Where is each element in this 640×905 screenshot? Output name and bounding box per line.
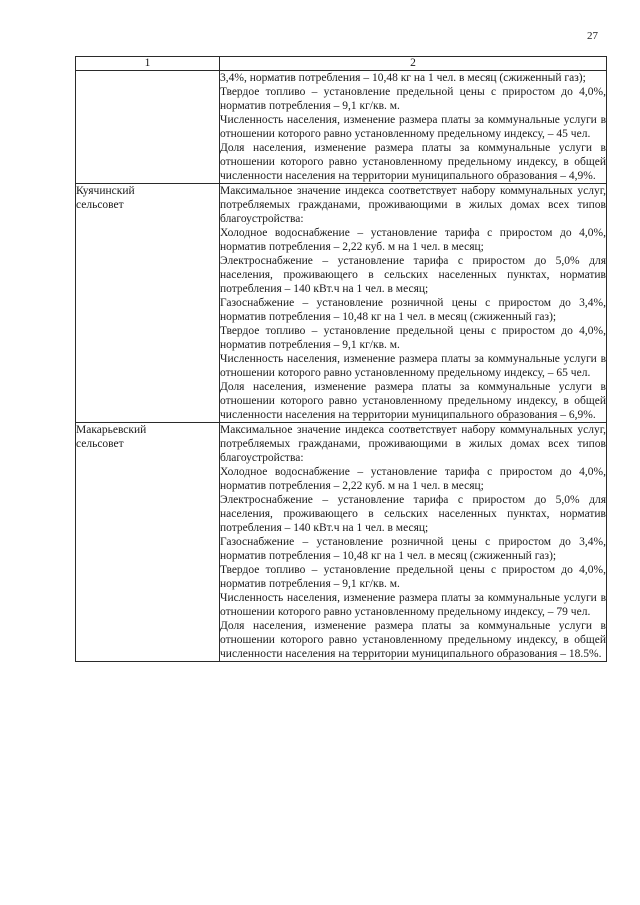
municipality-cell	[76, 184, 220, 423]
paragraph: Газоснабжение – установление розничной цены с приростом до 3,4%, норматив потребления – 10,48 кг на 1 чел. в месяц (сжиженный газ);	[220, 297, 606, 323]
paragraph: Доля населения, изменение размера платы за коммунальные услуги в отношении которого равно установленному предельному индексу, в общей численности населения на территории муниципального образования – 18.5%.	[220, 620, 606, 660]
paragraph: Максимальное значение индекса соответствует набору коммунальных услуг, потребляемых гражданами, проживающими в жилых домах всех типов благоустройства:	[220, 424, 606, 464]
column-header-municipality: 1	[76, 57, 220, 71]
paragraph: Газоснабжение – установление розничной цены с приростом до 3,4%, норматив потребления – 10,48 кг на 1 чел. в месяц (сжиженный газ);	[220, 536, 606, 562]
paragraph: 3,4%, норматив потребления – 10,48 кг на 1 чел. в месяц (сжиженный газ);	[220, 72, 586, 84]
description-cell	[220, 71, 607, 184]
paragraph: Доля населения, изменение размера платы за коммунальные услуги в отношении которого равно установленному предельному индексу, в общей численности населения на территории муниципального образования – 6,9%.	[220, 381, 606, 421]
paragraph: Холодное водоснабжение – установление тарифа с приростом до 4,0%, норматив потребления – 2,22 куб. м на 1 чел. в месяц;	[220, 227, 606, 253]
municipality-cell	[76, 423, 220, 662]
paragraph: Максимальное значение индекса соответствует набору коммунальных услуг, потребляемых гражданами, проживающими в жилых домах всех типов благоустройства:	[220, 185, 606, 225]
description-cell	[220, 184, 607, 423]
municipality-name: Макарьевский сельсовет	[76, 424, 147, 450]
paragraph: Твердое топливо – установление предельной цены с приростом до 4,0%, норматив потребления – 9,1 кг/кв. м.	[220, 325, 606, 351]
table-row	[76, 423, 607, 662]
description-cell	[220, 423, 607, 662]
table-header-row	[76, 57, 607, 71]
paragraph: Твердое топливо – установление предельной цены с приростом до 4,0%, норматив потребления – 9,1 кг/кв. м.	[220, 564, 606, 590]
paragraph: Численность населения, изменение размера платы за коммунальные услуги в отношении которого равно установленному предельному индексу, – 79 чел.	[220, 592, 606, 618]
page-number: 27	[587, 30, 598, 42]
tariff-index-table	[75, 56, 607, 662]
municipality-name: Куячинский сельсовет	[76, 185, 135, 211]
paragraph: Электроснабжение – установление тарифа с приростом до 5,0% для населения, проживающего в сельских населенных пунктах, норматив потребления – 140 кВт.ч на 1 чел. в месяц;	[220, 494, 606, 534]
paragraph: Холодное водоснабжение – установление тарифа с приростом до 4,0%, норматив потребления – 2,22 куб. м на 1 чел. в месяц;	[220, 466, 606, 492]
table-row	[76, 184, 607, 423]
table-body	[76, 71, 607, 662]
column-header-description: 2	[220, 57, 607, 71]
paragraph: Доля населения, изменение размера платы за коммунальные услуги в отношении которого равно установленному предельному индексу, в общей численности населения на территории муниципального образования – 4,9%.	[220, 142, 606, 182]
paragraph: Электроснабжение – установление тарифа с приростом до 5,0% для населения, проживающего в сельских населенных пунктах, норматив потребления – 140 кВт.ч на 1 чел. в месяц;	[220, 255, 606, 295]
paragraph: Твердое топливо – установление предельной цены с приростом до 4,0%, норматив потребления – 9,1 кг/кв. м.	[220, 86, 606, 112]
municipality-cell	[76, 71, 220, 184]
table-row	[76, 71, 607, 184]
paragraph: Численность населения, изменение размера платы за коммунальные услуги в отношении которого равно установленному предельному индексу, – 65 чел.	[220, 353, 606, 379]
paragraph: Численность населения, изменение размера платы за коммунальные услуги в отношении которого равно установленному предельному индексу, – 45 чел.	[220, 114, 606, 140]
